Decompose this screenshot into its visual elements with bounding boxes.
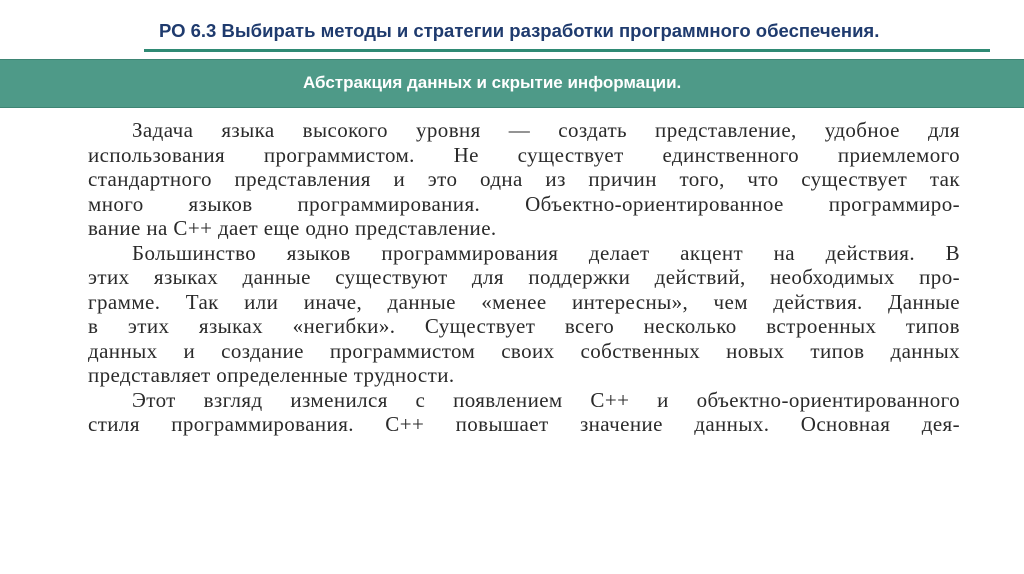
text-line: Задача языка высокого уровня — создать представление, удобное для — [132, 118, 960, 142]
text-line: вание на С++ дает еще одно представление. — [88, 216, 497, 240]
text-line: много языков программирования. Объектно-ориентированное программиро- — [88, 191, 960, 216]
slide-title: РО 6.3 Выбирать методы и стратегии разработки программного обеспечения. — [159, 20, 880, 41]
title-underline — [144, 49, 990, 52]
text-line: стиля программирования. С++ повышает значение данных. Основная дея- — [88, 412, 960, 436]
text-line: использования программистом. Не существует единственного приемлемого — [88, 142, 960, 167]
text-line: этих языках данные существуют для поддержки действий, необходимых про- — [88, 265, 960, 289]
text-line: грамме. Так или иначе, данные «менее интересны», чем действия. Данные — [88, 289, 960, 314]
text-line: представляет определенные трудности. — [88, 363, 455, 387]
section-banner — [0, 59, 1024, 108]
text-line: стандартного представления и это одна из причин того, что существует так — [88, 167, 960, 191]
text-line: данных и создание программистом своих собственных новых типов данных — [88, 338, 960, 363]
text-line: Большинство языков программирования делает акцент на действия. В — [132, 240, 960, 265]
text-line: в этих языках «негибки». Существует всего несколько встроенных типов — [88, 314, 960, 338]
body-text — [88, 118, 960, 437]
section-heading: Абстракция данных и скрытие информации. — [303, 73, 682, 92]
text-line: Этот взгляд изменился с появлением С++ и объектно-ориентированного — [132, 387, 960, 412]
